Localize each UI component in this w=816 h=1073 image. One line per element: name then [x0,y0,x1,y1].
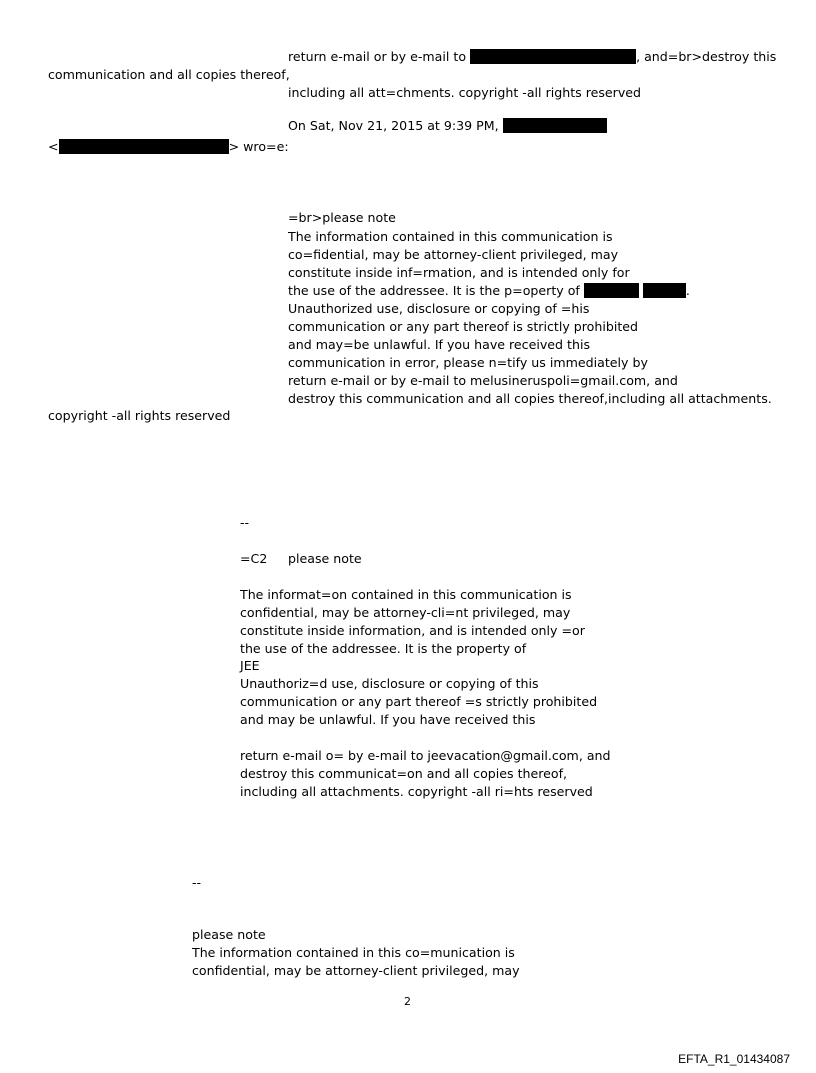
block2-line: constitute inside inf=rmation, and is intended only for [288,265,630,280]
block3-line: The informat=on contained in this communication is [240,587,572,602]
block3-line: confidential, may be attorney-cli=nt privileged, may [240,605,571,620]
redaction-bar [470,49,636,64]
separator: -- [192,875,202,890]
block1-line1 [288,48,776,66]
block3-line: Unauthoriz=d use, disclosure or copying of this [240,676,539,691]
block4-line: The information contained in this co=munication is [192,945,515,960]
text: On Sat, Nov 21, 2015 at 9:39 PM, [288,118,499,133]
block4-line: please note [192,927,266,942]
block3-line: the use of the addressee. It is the property of [240,641,527,656]
block2-line: communication or any part thereof is strictly prohibited [288,319,639,334]
block3-line: constitute inside information, and is intended only =or [240,623,585,638]
block2-line: co=fidential, may be attorney-client privileged, may [288,247,619,262]
block3-line: and may be unlawful. If you have received this [240,712,536,727]
document-id: EFTA_R1_01434087 [678,1052,790,1066]
redaction-bar [59,139,229,154]
block3-line: including all attachments. copyright -all ri=hts reserved [240,784,593,799]
block1-line3: including all att=chments. copyright -all rights reserved [288,85,642,100]
block2-trailer: copyright -all rights reserved [48,408,231,423]
block2-line: The information contained in this communication is [288,229,613,244]
text: . [685,283,690,298]
block1-line4 [288,117,607,135]
block3-line: JEE [240,658,260,673]
block2-line: and may=be unlawful. If you have received this [288,337,591,352]
redaction-bar [584,283,639,298]
text: < [48,139,59,154]
c2-marker: =C2 [240,551,268,566]
block3-line: return e-mail o= by e-mail to jeevacation@gmail.com, and [240,748,611,763]
text: > wro=e: [228,139,289,154]
text: , and=br>destroy this [636,49,777,64]
separator: -- [240,515,250,530]
block1-line2: communication and all copies thereof, [48,67,290,82]
redaction-bar [503,118,607,133]
text: return e-mail or by e-mail to [288,49,467,64]
block1-line5 [48,138,289,156]
text: the use of the addressee. It is the p=operty of [288,283,580,298]
block3-line: destroy this communicat=on and all copies thereof, [240,766,568,781]
block2-line: Unauthorized use, disclosure or copying of =his [288,301,590,316]
block3-line: communication or any part thereof =s strictly prohibited [240,694,598,709]
block2-line: destroy this communication and all copies thereof,including all attachments. [288,391,772,406]
block2-line: communication in error, please n=tify us immediately by [288,355,648,370]
block2-line [288,282,690,300]
block4-line: confidential, may be attorney-client privileged, may [192,963,520,978]
block2-line: =br>please note [288,210,396,225]
block2-line: return e-mail or by e-mail to melusineruspoli=gmail.com, and [288,373,678,388]
page-number: 2 [404,995,411,1008]
block3-heading: please note [288,551,362,566]
redaction-bar [643,283,686,298]
